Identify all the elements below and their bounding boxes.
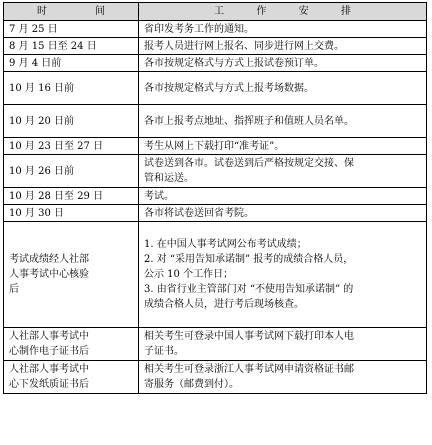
schedule-time-cell [4, 155, 139, 188]
schedule-time-text: 10 月 28 日至 29 日 [9, 190, 104, 202]
schedule-plan-text: 试卷送到各市。试卷送到后严格按规定交接、保 [144, 158, 354, 169]
header-time-char: 时 [37, 6, 47, 17]
exam-schedule-table [3, 2, 427, 394]
schedule-plan-cell [139, 138, 427, 155]
header-plan [139, 3, 427, 21]
table-row [4, 222, 427, 328]
schedule-time-text: 10 月 26 日前 [9, 165, 74, 177]
schedule-plan-cell [139, 21, 427, 38]
schedule-time-cell [4, 138, 139, 155]
schedule-plan-text: 各市将试卷送回省考院。 [144, 207, 254, 219]
schedule-time-cell [4, 55, 139, 72]
schedule-time-text: 后 [9, 284, 19, 295]
schedule-time-text: 考试成绩经人社部 [9, 254, 89, 265]
schedule-time-text: 人社部人事考试中 [9, 364, 89, 375]
schedule-time-cell [4, 222, 139, 328]
schedule-plan-text: 各市按规定格式与方式上报试卷预订单。 [144, 57, 324, 69]
schedule-plan-text: 各市上报考点地址、指挥班子和值班人员名单。 [144, 115, 354, 127]
table-row [4, 105, 427, 138]
schedule-time-text: 心制作电子证书后 [9, 346, 89, 357]
table-row [4, 361, 427, 394]
schedule-time-text: 心下发纸质证书后 [9, 379, 89, 390]
schedule-time-text: 10 月 20 日前 [9, 115, 74, 127]
schedule-plan-cell [139, 188, 427, 205]
table-row [4, 205, 427, 222]
schedule-plan-text: 3. 由省行业主管部门对 “不使用告知承诺制” 的 [144, 284, 354, 295]
schedule-time-cell [4, 38, 139, 55]
schedule-plan-text: 子证书。 [144, 346, 184, 357]
schedule-time-cell [4, 188, 139, 205]
schedule-plan-text: 相关考生可登录浙江人事考试网申请资格证书邮 [144, 364, 354, 375]
schedule-time-text: 10 月 16 日前 [9, 82, 74, 94]
table-body [4, 21, 427, 394]
schedule-plan-cell [139, 105, 427, 138]
schedule-plan-text: 寄服务（邮费到付）。 [144, 379, 239, 390]
schedule-plan-cell [139, 361, 427, 394]
schedule-plan-text: 考生从网上下载打印“准考证”。 [144, 140, 285, 152]
table-row [4, 138, 427, 155]
schedule-plan-cell [139, 222, 427, 328]
schedule-time-text: 人事考试中心核验 [9, 269, 89, 280]
schedule-plan-text: 省印发考务工作的通知。 [144, 23, 254, 35]
schedule-plan-cell [139, 38, 427, 55]
schedule-time-cell [4, 21, 139, 38]
table-row [4, 188, 427, 205]
header-plan-char: 工 [214, 6, 224, 17]
schedule-time-text: 10 月 23 日至 27 日 [9, 140, 104, 152]
header-plan-char: 排 [340, 6, 351, 17]
schedule-plan-cell [139, 55, 427, 72]
table-row [4, 55, 427, 72]
table-row [4, 21, 427, 38]
header-time-char: 间 [95, 6, 105, 17]
schedule-plan-text: 考试。 [144, 190, 174, 202]
table-row [4, 155, 427, 188]
schedule-time-cell [4, 361, 139, 394]
schedule-plan-text: 管和运送。 [144, 173, 194, 184]
schedule-plan-text: 1. 在中国人事考试网公布考试成绩； [144, 239, 307, 250]
schedule-time-cell [4, 72, 139, 105]
schedule-time-text: 7 月 25 日 [9, 23, 58, 35]
schedule-time-cell [4, 205, 139, 222]
schedule-time-text: 人社部人事考试中 [9, 331, 89, 342]
header-time [4, 3, 139, 21]
schedule-time-cell [4, 105, 139, 138]
table-row [4, 38, 427, 55]
schedule-plan-cell [139, 205, 427, 222]
schedule-plan-text: 相关考生可登录中国人事考试网下载打印本人电 [144, 331, 354, 342]
schedule-time-text: 9 月 4 日前 [9, 57, 62, 69]
schedule-plan-cell [139, 155, 427, 188]
schedule-plan-text: 成绩合格人员，进行考后现场核查。 [144, 299, 304, 310]
schedule-plan-text: 各市按规定格式与方式上报考场数据。 [144, 82, 314, 94]
table-header-row [4, 3, 427, 21]
schedule-time-text: 8 月 15 日至 24 日 [9, 40, 97, 52]
schedule-plan-text: 2. 对 “采用告知承诺制” 报考的成绩合格人员， [144, 254, 354, 265]
schedule-plan-cell [139, 328, 427, 361]
table-row [4, 72, 427, 105]
header-plan-char: 安 [298, 6, 309, 17]
schedule-plan-text: 报考人员进行网上报名、同步进行网上交费。 [144, 40, 344, 52]
schedule-time-text: 10 月 30 日 [9, 207, 64, 219]
table-row [4, 328, 427, 361]
header-plan-char: 作 [256, 6, 267, 17]
schedule-plan-text: 公示 10 个工作日； [144, 269, 234, 280]
schedule-plan-cell [139, 72, 427, 105]
schedule-time-cell [4, 328, 139, 361]
